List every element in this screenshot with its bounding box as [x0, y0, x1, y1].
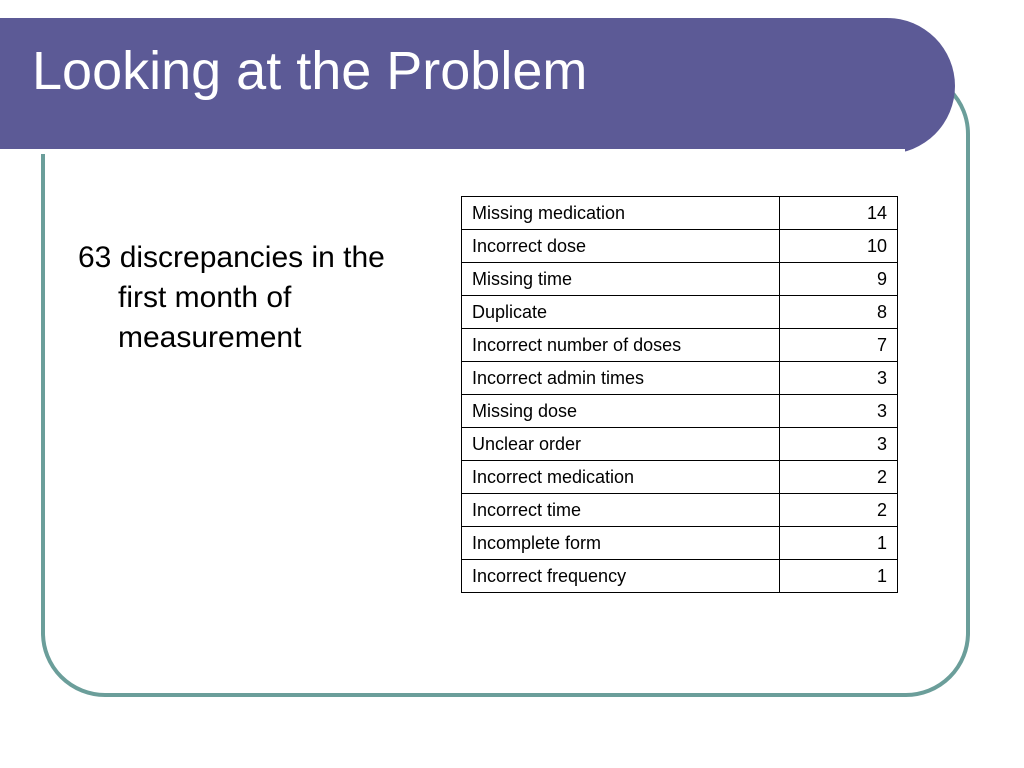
- table-row: [462, 494, 898, 527]
- table-row: [462, 329, 898, 362]
- count-cell: 9: [780, 263, 898, 296]
- table-row: [462, 560, 898, 593]
- category-cell: Incomplete form: [462, 527, 780, 560]
- category-cell: Incorrect frequency: [462, 560, 780, 593]
- title-underline: [0, 149, 905, 154]
- count-cell: 14: [780, 197, 898, 230]
- category-cell: Unclear order: [462, 428, 780, 461]
- category-cell: Incorrect time: [462, 494, 780, 527]
- category-cell: Incorrect medication: [462, 461, 780, 494]
- category-cell: Missing dose: [462, 395, 780, 428]
- count-cell: 1: [780, 560, 898, 593]
- table-row: [462, 362, 898, 395]
- category-cell: Missing time: [462, 263, 780, 296]
- category-cell: Incorrect dose: [462, 230, 780, 263]
- count-cell: 3: [780, 362, 898, 395]
- slide-title: Looking at the Problem: [32, 41, 588, 101]
- count-cell: 10: [780, 230, 898, 263]
- count-cell: 7: [780, 329, 898, 362]
- table-row: [462, 230, 898, 263]
- body-text: 63 discrepancies in the first month of measurement: [78, 241, 385, 354]
- table-row: [462, 428, 898, 461]
- table-row: [462, 395, 898, 428]
- table-row: [462, 527, 898, 560]
- count-cell: 3: [780, 395, 898, 428]
- table-row: [462, 296, 898, 329]
- category-cell: Missing medication: [462, 197, 780, 230]
- category-cell: Duplicate: [462, 296, 780, 329]
- table-row: [462, 461, 898, 494]
- table-row: [462, 197, 898, 230]
- table-row: [462, 263, 898, 296]
- count-cell: 3: [780, 428, 898, 461]
- category-cell: Incorrect admin times: [462, 362, 780, 395]
- count-cell: 2: [780, 494, 898, 527]
- count-cell: 1: [780, 527, 898, 560]
- category-cell: Incorrect number of doses: [462, 329, 780, 362]
- count-cell: 2: [780, 461, 898, 494]
- count-cell: 8: [780, 296, 898, 329]
- discrepancy-table: [461, 196, 898, 593]
